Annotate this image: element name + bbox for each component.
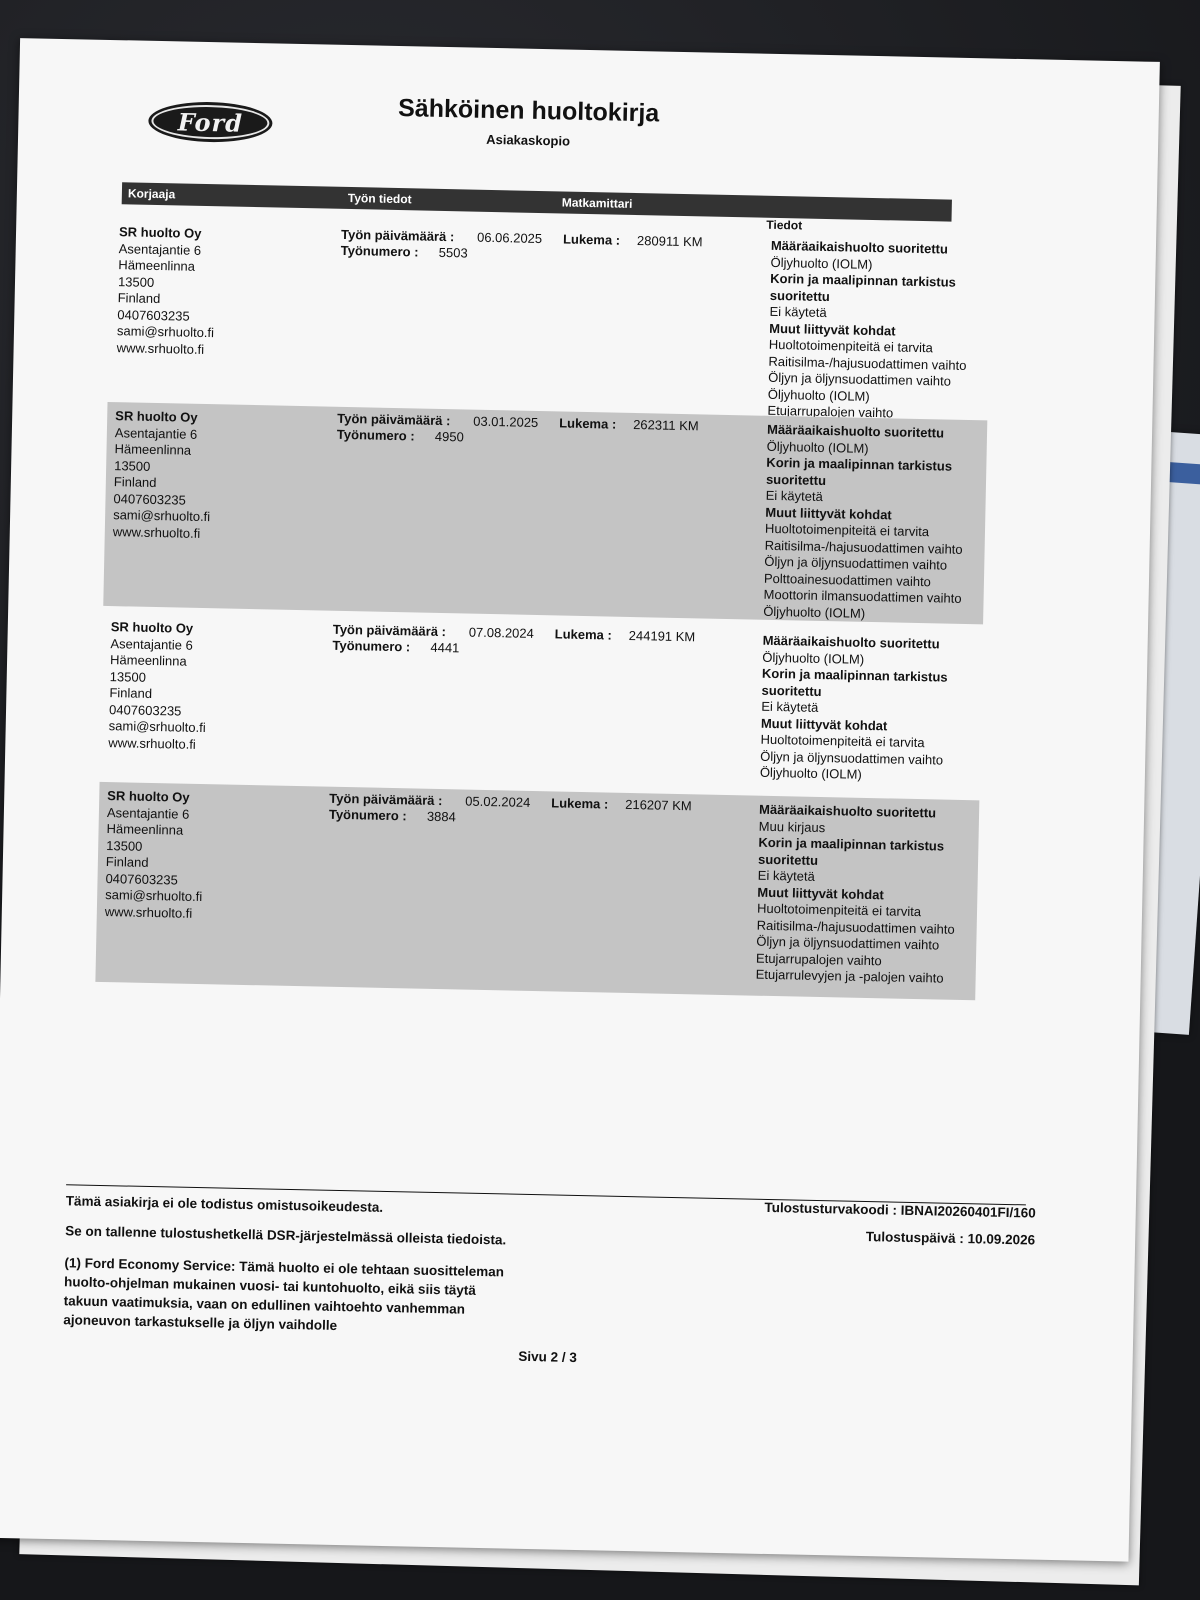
detail-heading: Määräaikaishuolto suoritettu: [770, 237, 949, 257]
odometer-value: 244191 KM: [628, 627, 696, 645]
detail-item: Ei käytetä: [769, 303, 827, 321]
detail-item: Öljyn ja öljynsuodattimen vaihto: [764, 553, 948, 573]
work-number-label: Työnumero :: [328, 806, 407, 824]
footer-print-info: [685, 1198, 1036, 1259]
record-work-info: [332, 622, 773, 663]
workshop-detail: 0407603235: [105, 870, 179, 888]
detail-heading: Korin ja maalipinnan tarkistus: [758, 834, 945, 854]
odometer-value: 280911 KM: [636, 233, 703, 250]
record-details: [767, 238, 1001, 424]
header-odometer: Matkamittari: [561, 195, 633, 211]
detail-heading: suoritettu: [769, 287, 831, 304]
note-line: (1) Ford Economy Service: Tämä huolto ei ole tehtaan suositteleman: [64, 1255, 505, 1280]
note-line: huolto-ohjelman mukainen vuosi- tai kuntohuolto, eikä siis täytä: [63, 1274, 476, 1298]
workshop-detail: 0407603235: [113, 490, 186, 508]
record-workshop: [105, 788, 318, 924]
workshop-detail: Finland: [113, 474, 157, 491]
record-work-info: [341, 227, 782, 268]
ford-logo-text: Ford: [177, 106, 244, 138]
workshop-detail: 13500: [114, 457, 151, 474]
workshop-detail: sami@srhuolto.fi: [113, 507, 211, 525]
footer-disclaimers: [63, 1193, 586, 1340]
record-workshop: [108, 619, 321, 755]
page-subtitle: Asiakaskopio: [486, 131, 571, 149]
date-label: Työn päivämäärä :: [329, 790, 443, 809]
workshop-detail: sami@srhuolto.fi: [108, 718, 206, 736]
detail-heading: Määräaikaishuolto suoritettu: [758, 801, 937, 821]
record-work-info: [337, 411, 778, 452]
work-number: 3884: [426, 808, 456, 825]
detail-heading: Muut liittyvät kohdat: [760, 715, 888, 733]
workshop-detail: Hämeenlinna: [109, 652, 187, 669]
note-line: ajoneuvon tarkastukselle ja öljyn vaihdolle: [63, 1312, 338, 1333]
work-number-label: Työnumero :: [336, 426, 415, 444]
detail-item: Öljyhuolto (IOLM): [759, 764, 862, 782]
odometer-label: Lukema :: [551, 795, 609, 812]
date-label: Työn päivämäärä :: [337, 410, 451, 429]
workshop-detail: sami@srhuolto.fi: [105, 887, 203, 905]
workshop-detail: Finland: [105, 854, 149, 870]
detail-heading: Korin ja maalipinnan tarkistus: [761, 665, 948, 685]
work-number: 5503: [438, 244, 468, 261]
detail-item: Huoltotoimenpiteitä ei tarvita: [756, 900, 922, 920]
workshop-detail: 0407603235: [108, 701, 182, 719]
odometer-value: 216207 KM: [625, 796, 692, 814]
print-date: Tulostuspäivä : 10.09.2026: [865, 1229, 1036, 1248]
detail-item: Öljyhuolto (IOLM): [767, 386, 870, 404]
odometer-label: Lukema :: [554, 626, 612, 643]
document-page: [0, 38, 1160, 1562]
detail-heading: suoritettu: [757, 851, 819, 868]
detail-heading: Korin ja maalipinnan tarkistus: [766, 454, 953, 474]
work-date: 06.06.2025: [476, 229, 543, 247]
detail-heading: Korin ja maalipinnan tarkistus: [770, 270, 957, 290]
workshop-detail: Finland: [117, 290, 161, 307]
workshop-detail: Asentajantie 6: [118, 240, 202, 258]
workshop-detail: www.srhuolto.fi: [116, 339, 205, 357]
workshop-detail: Hämeenlinna: [106, 821, 184, 838]
detail-item: Öljyhuolto (IOLM): [770, 254, 873, 272]
detail-item: Huoltotoimenpiteitä ei tarvita: [764, 520, 930, 540]
service-record: [108, 218, 992, 420]
detail-heading: Muut liittyvät kohdat: [757, 884, 884, 902]
detail-item: Ei käytetä: [757, 867, 815, 884]
workshop-detail: www.srhuolto.fi: [112, 523, 201, 541]
header-work-info: Työn tiedot: [347, 190, 412, 207]
service-record: [103, 402, 987, 624]
workshop-detail: Finland: [109, 685, 153, 701]
workshop-name: SR huolto Oy: [115, 408, 198, 425]
detail-item: Ei käytetä: [761, 698, 819, 715]
record-workshop: [113, 408, 326, 544]
page-number: Sivu 2 / 3: [518, 1348, 578, 1366]
work-date: 03.01.2025: [473, 413, 539, 430]
detail-item: Moottorin ilmansuodattimen vaihto: [763, 586, 962, 606]
workshop-detail: Asentajantie 6: [106, 804, 190, 822]
disclaimer-ownership: Tämä asiakirja ei ole todistus omistusoikeudesta.: [65, 1193, 384, 1215]
workshop-detail: Asentajantie 6: [114, 424, 198, 442]
detail-item: Ei käytetä: [765, 487, 823, 504]
workshop-detail: 13500: [109, 668, 147, 685]
economy-service-note: [63, 1253, 584, 1340]
detail-item: Muu kirjaus: [758, 818, 826, 835]
workshop-name: SR huolto Oy: [118, 224, 202, 241]
workshop-detail: Asentajantie 6: [110, 635, 194, 653]
detail-item: Raitisilma-/hajusuodattimen vaihto: [756, 917, 955, 937]
date-label: Työn päivämäärä :: [332, 621, 447, 640]
detail-heading: Määräaikaishuolto suoritettu: [766, 421, 945, 441]
workshop-detail: www.srhuolto.fi: [104, 903, 193, 921]
page-title: Sähköinen huoltokirja: [397, 93, 660, 128]
detail-item: Etujarrupalojen vaihto: [755, 950, 882, 968]
odometer-label: Lukema :: [559, 415, 617, 432]
detail-heading: suoritettu: [765, 471, 827, 488]
work-number-label: Työnumero :: [340, 242, 419, 260]
header-details: Tiedot: [766, 217, 803, 233]
detail-item: Öljyhuolto (IOLM): [762, 649, 865, 667]
workshop-detail: Hämeenlinna: [114, 441, 192, 458]
detail-heading: Määräaikaishuolto suoritettu: [762, 632, 940, 652]
workshop-name: SR huolto Oy: [107, 788, 190, 805]
detail-heading: suoritettu: [761, 682, 822, 699]
disclaimer-dsr: Se on tallenne tulostushetkellä DSR-järjestelmässä olleista tiedoista.: [64, 1223, 507, 1248]
detail-item: Polttoainesuodattimen vaihto: [763, 570, 932, 589]
security-code: Tulostusturvakoodi : IBNAI20260401FI/160: [764, 1199, 1036, 1221]
record-details: [760, 633, 993, 786]
detail-item: Huoltotoimenpiteitä ei tarvita: [768, 336, 934, 356]
detail-item: Raitisilma-/hajusuodattimen vaihto: [768, 353, 967, 373]
odometer-value: 262311 KM: [633, 416, 699, 434]
workshop-name: SR huolto Oy: [110, 619, 194, 636]
work-number: 4950: [434, 428, 464, 445]
record-details: [763, 422, 997, 625]
detail-item: Öljyhuolto (IOLM): [763, 603, 866, 621]
ford-logo: [148, 101, 273, 144]
workshop-detail: www.srhuolto.fi: [108, 734, 196, 752]
work-date: 05.02.2024: [465, 793, 531, 810]
note-line: takuun vaatimuksia, vaan on edullinen vaihtoehto vanhemman: [63, 1293, 466, 1317]
work-number-label: Työnumero :: [332, 637, 411, 655]
workshop-detail: sami@srhuolto.fi: [116, 323, 215, 341]
detail-item: Öljyn ja öljynsuodattimen vaihto: [760, 748, 944, 768]
service-record: [95, 782, 979, 1000]
workshop-detail: 13500: [106, 837, 143, 854]
record-work-info: [329, 791, 770, 832]
work-date: 07.08.2024: [468, 624, 535, 641]
detail-item: Öljyn ja öljynsuodattimen vaihto: [756, 933, 940, 953]
date-label: Työn päivämäärä :: [340, 226, 455, 245]
service-record: [100, 613, 983, 793]
detail-item: Öljyhuolto (IOLM): [766, 438, 869, 456]
workshop-detail: 0407603235: [117, 306, 190, 324]
detail-item: Huoltotoimenpiteitä ei tarvita: [760, 731, 925, 751]
detail-item: Etujarrupalojen vaihto: [767, 402, 894, 421]
detail-item: Raitisilma-/hajusuodattimen vaihto: [764, 537, 963, 557]
workshop-detail: 13500: [117, 273, 155, 290]
odometer-label: Lukema :: [562, 231, 621, 248]
detail-item: Etujarrulevyjen ja -palojen vaihto: [755, 966, 944, 986]
record-workshop: [116, 224, 329, 360]
record-details: [755, 802, 989, 988]
header-workshop: Korjaaja: [127, 186, 176, 202]
workshop-detail: Hämeenlinna: [118, 257, 196, 274]
detail-item: Öljyn ja öljynsuodattimen vaihto: [768, 369, 952, 389]
detail-heading: Muut liittyvät kohdat: [765, 504, 892, 522]
detail-heading: Muut liittyvät kohdat: [769, 320, 896, 338]
work-number: 4441: [430, 639, 460, 656]
